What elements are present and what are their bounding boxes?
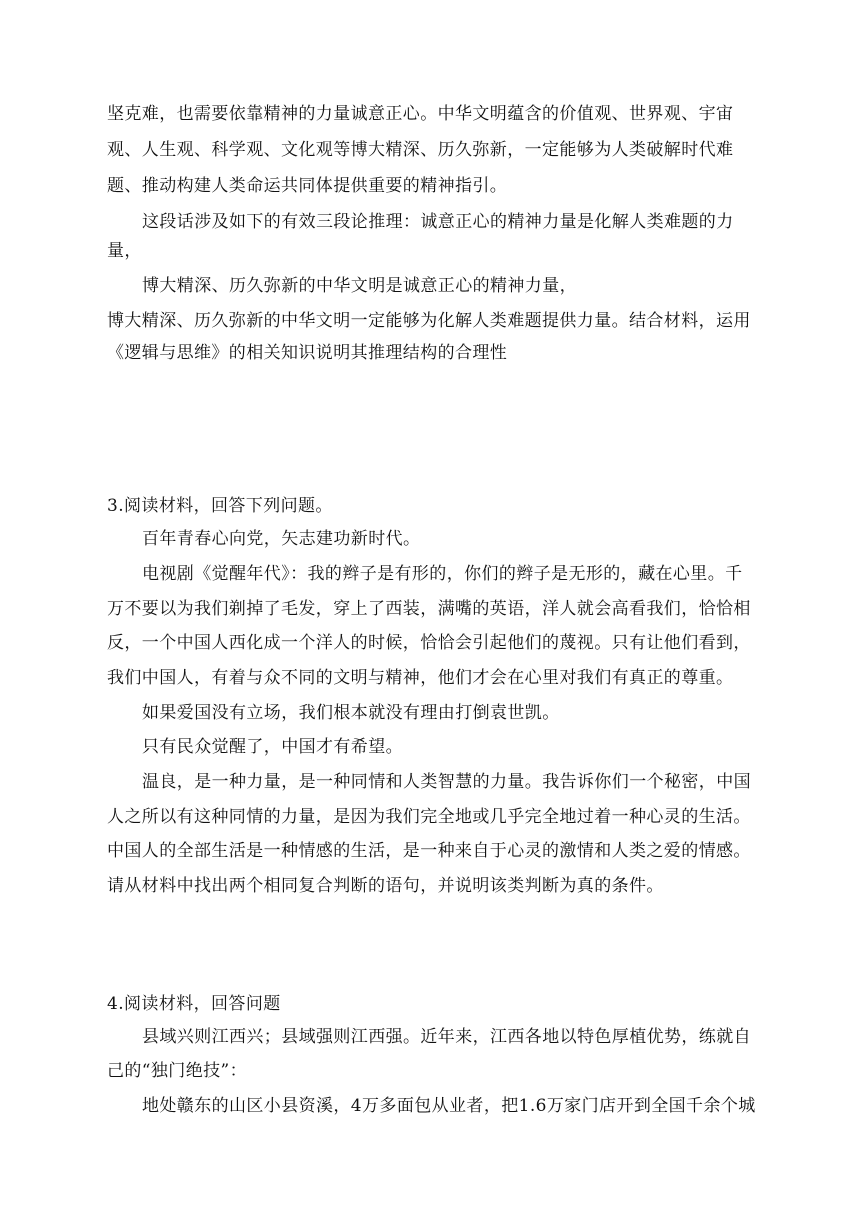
- paragraph-line: 百年青春心向党，矢志建功新时代。: [142, 529, 421, 549]
- paragraph-line: 这段话涉及如下的有效三段论推理：诚意正心的精神力量是化解人类难题的力: [142, 212, 734, 232]
- question-title: 4.阅读材料，回答问题: [107, 994, 281, 1014]
- paragraph-line: 反，一个中国人西化成一个洋人的时候，恰恰会引起他们的蔑视。只有让他们看到，: [107, 633, 751, 653]
- paragraph-line: 观、人生观、科学观、文化观等博大精深、历久弥新，一定能够为人类破解时代难: [107, 140, 734, 160]
- paragraph-line: 如果爱国没有立场，我们根本就没有理由打倒袁世凯。: [142, 703, 560, 723]
- question-title: 3.阅读材料，回答下列问题。: [107, 496, 333, 516]
- paragraph-line: 中国人的全部生活是一种情感的生活，是一种来自于心灵的激情和人类之爱的情感。: [107, 841, 751, 861]
- paragraph-line: 坚克难，也需要依靠精神的力量诚意正心。中华文明蕴含的价值观、世界观、宇宙: [107, 104, 734, 124]
- paragraph-line: 量，: [107, 241, 142, 261]
- paragraph-line: 己的“独门绝技”：: [107, 1061, 247, 1081]
- paragraph-line: 温良，是一种力量，是一种同情和人类智慧的力量。我告诉你们一个秘密，中国: [142, 772, 751, 792]
- paragraph-line: 博大精深、历久弥新的中华文明是诚意正心的精神力量，: [142, 276, 577, 296]
- paragraph-line: 电视剧《觉醒年代》：我的辫子是有形的，你们的辫子是无形的，藏在心里。千: [142, 564, 743, 584]
- paragraph-line: 人之所以有这种同情的力量，是因为我们完全地或几乎完全地过着一种心灵的生活。: [107, 807, 751, 827]
- paragraph-line: 题、推动构建人类命运共同体提供重要的精神指引。: [107, 176, 508, 196]
- paragraph-line: 万不要以为我们剃掉了毛发，穿上了西装，满嘴的英语，洋人就会高看我们，恰恰相: [107, 599, 751, 619]
- paragraph-line: 博大精深、历久弥新的中华文明一定能够为化解人类难题提供力量。结合材料，运用: [107, 311, 751, 331]
- paragraph-line: 我们中国人，有着与众不同的文明与精神，他们才会在心里对我们有真正的尊重。: [107, 668, 734, 688]
- paragraph-line: 地处赣东的山区小县资溪，4万多面包从业者，把1.6万家门店开到全国千余个城: [142, 1096, 756, 1116]
- paragraph-line: 请从材料中找出两个相同复合判断的语句，并说明该类判断为真的条件。: [107, 876, 664, 896]
- paragraph-line: 只有民众觉醒了，中国才有希望。: [142, 737, 403, 757]
- paragraph-line: 县域兴则江西兴；县域强则江西强。近年来，江西各地以特色厚植优势，练就自: [142, 1027, 751, 1047]
- paragraph-line: 《逻辑与思维》的相关知识说明其推理结构的合理性: [107, 343, 508, 363]
